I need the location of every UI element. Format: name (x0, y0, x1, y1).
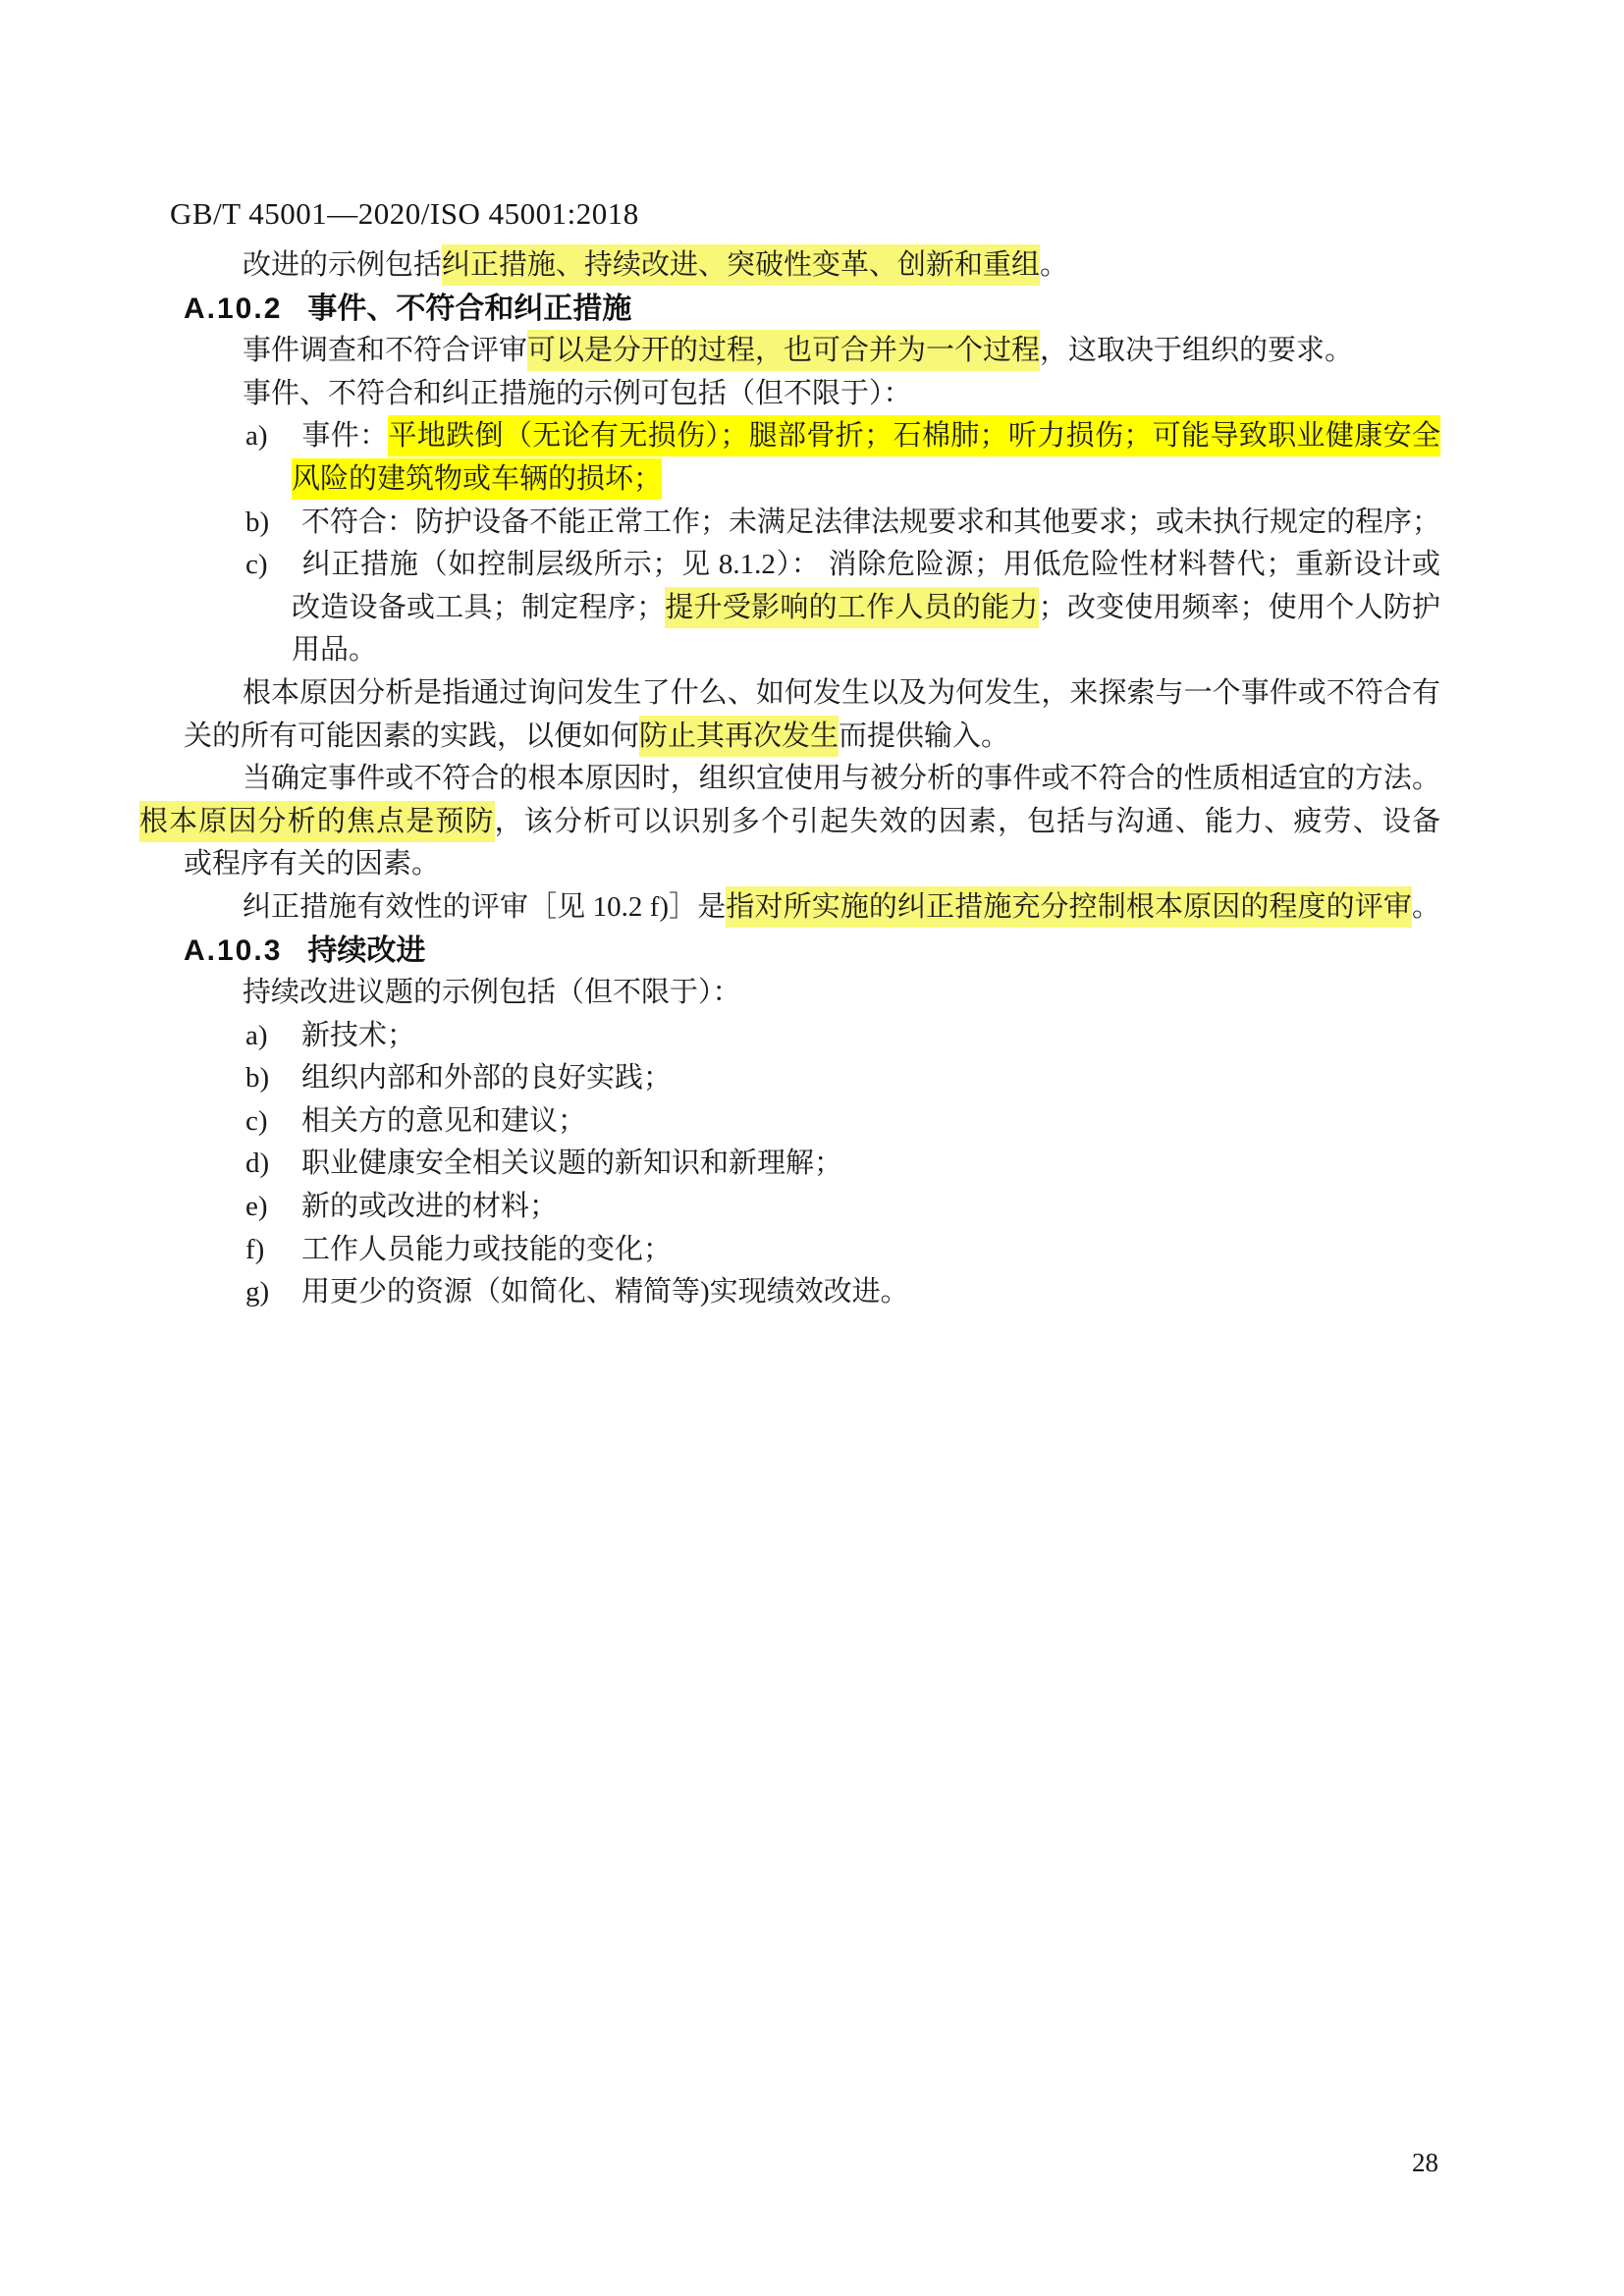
text-segment: 事件、不符合和纠正措施的示例可包括（但不限于）： (243, 377, 912, 409)
text-segment: 持续改进议题的示例包括（但不限于）： (243, 977, 741, 1009)
list-item-line (184, 1186, 1440, 1229)
highlighted-text: 根本原因分析的焦点是预防 (139, 801, 495, 842)
text-segment: 而提供输入。 (839, 720, 1010, 752)
text-segment: 改造设备或工具；制定程序； (292, 591, 666, 623)
text-line (184, 843, 1440, 886)
list-item-line (184, 629, 1440, 672)
highlighted-text: 指对所实施的纠正措施充分控制根本原因的程度的评审 (726, 886, 1412, 928)
list-item-line (184, 587, 1440, 630)
text-segment: 工作人员能力或技能的变化； (301, 1233, 673, 1265)
text-segment: 纠正措施（如控制层级所示；见 8.1.2）： 消除危险源；用低危险性材料替代；重新设计或 (301, 549, 1440, 581)
list-label: e) (245, 1191, 268, 1223)
section-heading (184, 930, 1440, 973)
text-line (184, 886, 1440, 930)
list-item-line (184, 1229, 1440, 1272)
highlighted-text: 风险的建筑物或车辆的损坏； (292, 458, 662, 500)
list-label: b) (245, 506, 270, 538)
list-label: a) (245, 420, 268, 453)
text-segment: 关的所有可能因素的实践，以便如何 (184, 720, 640, 752)
heading-number: A.10.3 (184, 934, 283, 967)
list-label: f) (245, 1233, 265, 1265)
text-segment: 用品。 (292, 634, 378, 667)
list-item-line (184, 415, 1440, 458)
text-segment: 相关方的意见和建议； (301, 1104, 587, 1137)
text-segment: 。 (1040, 249, 1069, 281)
list-label: g) (245, 1276, 270, 1308)
text-line (184, 716, 1440, 759)
text-line (139, 801, 1440, 844)
list-label: a) (245, 1019, 268, 1051)
text-line (184, 330, 1440, 373)
list-label: c) (245, 549, 268, 581)
text-segment: 组织内部和外部的良好实践； (301, 1062, 673, 1095)
list-item-line (184, 458, 1440, 502)
list-item-line (184, 1271, 1440, 1314)
text-segment: 用更少的资源（如简化、精简等)实现绩效改进。 (301, 1276, 909, 1308)
text-segment: 事件调查和不符合评审 (243, 335, 528, 367)
heading-title: 持续改进 (307, 934, 426, 967)
heading-title: 事件、不符合和纠正措施 (307, 292, 632, 325)
list-item-line (184, 1057, 1440, 1100)
highlighted-text: 防止其再次发生 (639, 716, 839, 757)
document-header: GB/T 45001—2020/ISO 45001:2018 (170, 196, 639, 231)
text-line (184, 373, 1440, 416)
text-segment: 根本原因分析是指通过询问发生了什么、如何发生以及为何发生，来探索与一个事件或不符合有 (243, 676, 1440, 709)
text-segment: 事件： (301, 420, 389, 453)
text-line (184, 972, 1440, 1015)
heading-number: A.10.2 (184, 292, 283, 325)
text-segment: 纠正措施有效性的评审［见 10.2 f)］是 (243, 890, 727, 923)
list-label: b) (245, 1062, 270, 1095)
text-segment: 改进的示例包括 (243, 249, 443, 281)
text-segment: 或程序有关的因素。 (184, 848, 441, 881)
highlighted-text: 可以是分开的过程，也可合并为一个过程 (527, 330, 1040, 371)
text-segment: 。 (1411, 890, 1440, 923)
text-segment: 新技术； (301, 1019, 416, 1051)
list-item-line (184, 544, 1440, 587)
text-line (184, 758, 1440, 801)
list-item-line (184, 1100, 1440, 1144)
list-label: d) (245, 1148, 270, 1180)
text-segment: 当确定事件或不符合的根本原因时，组织宜使用与被分析的事件或不符合的性质相适宜的方法。 (243, 763, 1440, 795)
list-label: c) (245, 1104, 268, 1137)
text-segment: ，该分析可以识别多个引起失效的因素，包括与沟通、能力、疲劳、设备 (494, 805, 1440, 837)
list-item-line (184, 1143, 1440, 1186)
document-body (139, 244, 1441, 1314)
list-item-line (184, 502, 1440, 545)
highlighted-text: 纠正措施、持续改进、突破性变革、创新和重组 (442, 244, 1040, 286)
text-segment: 职业健康安全相关议题的新知识和新理解； (301, 1148, 843, 1180)
text-line (184, 244, 1440, 288)
page-number: 28 (1412, 2148, 1438, 2177)
highlighted-text: 提升受影响的工作人员的能力 (665, 587, 1039, 628)
text-segment: ，这取决于组织的要求。 (1040, 335, 1354, 367)
highlighted-text: 平地跌倒（无论有无损伤）；腿部骨折；石棉肺；听力损伤；可能导致职业健康安全 (388, 415, 1440, 456)
text-segment: ；改变使用频率；使用个人防护 (1038, 591, 1440, 623)
text-segment: 不符合：防护设备不能正常工作；未满足法律法规要求和其他要求；或未执行规定的程序； (301, 506, 1441, 538)
list-item-line (184, 1015, 1440, 1058)
text-segment: 新的或改进的材料； (301, 1191, 559, 1223)
text-line (184, 672, 1440, 716)
section-heading (184, 288, 1440, 331)
